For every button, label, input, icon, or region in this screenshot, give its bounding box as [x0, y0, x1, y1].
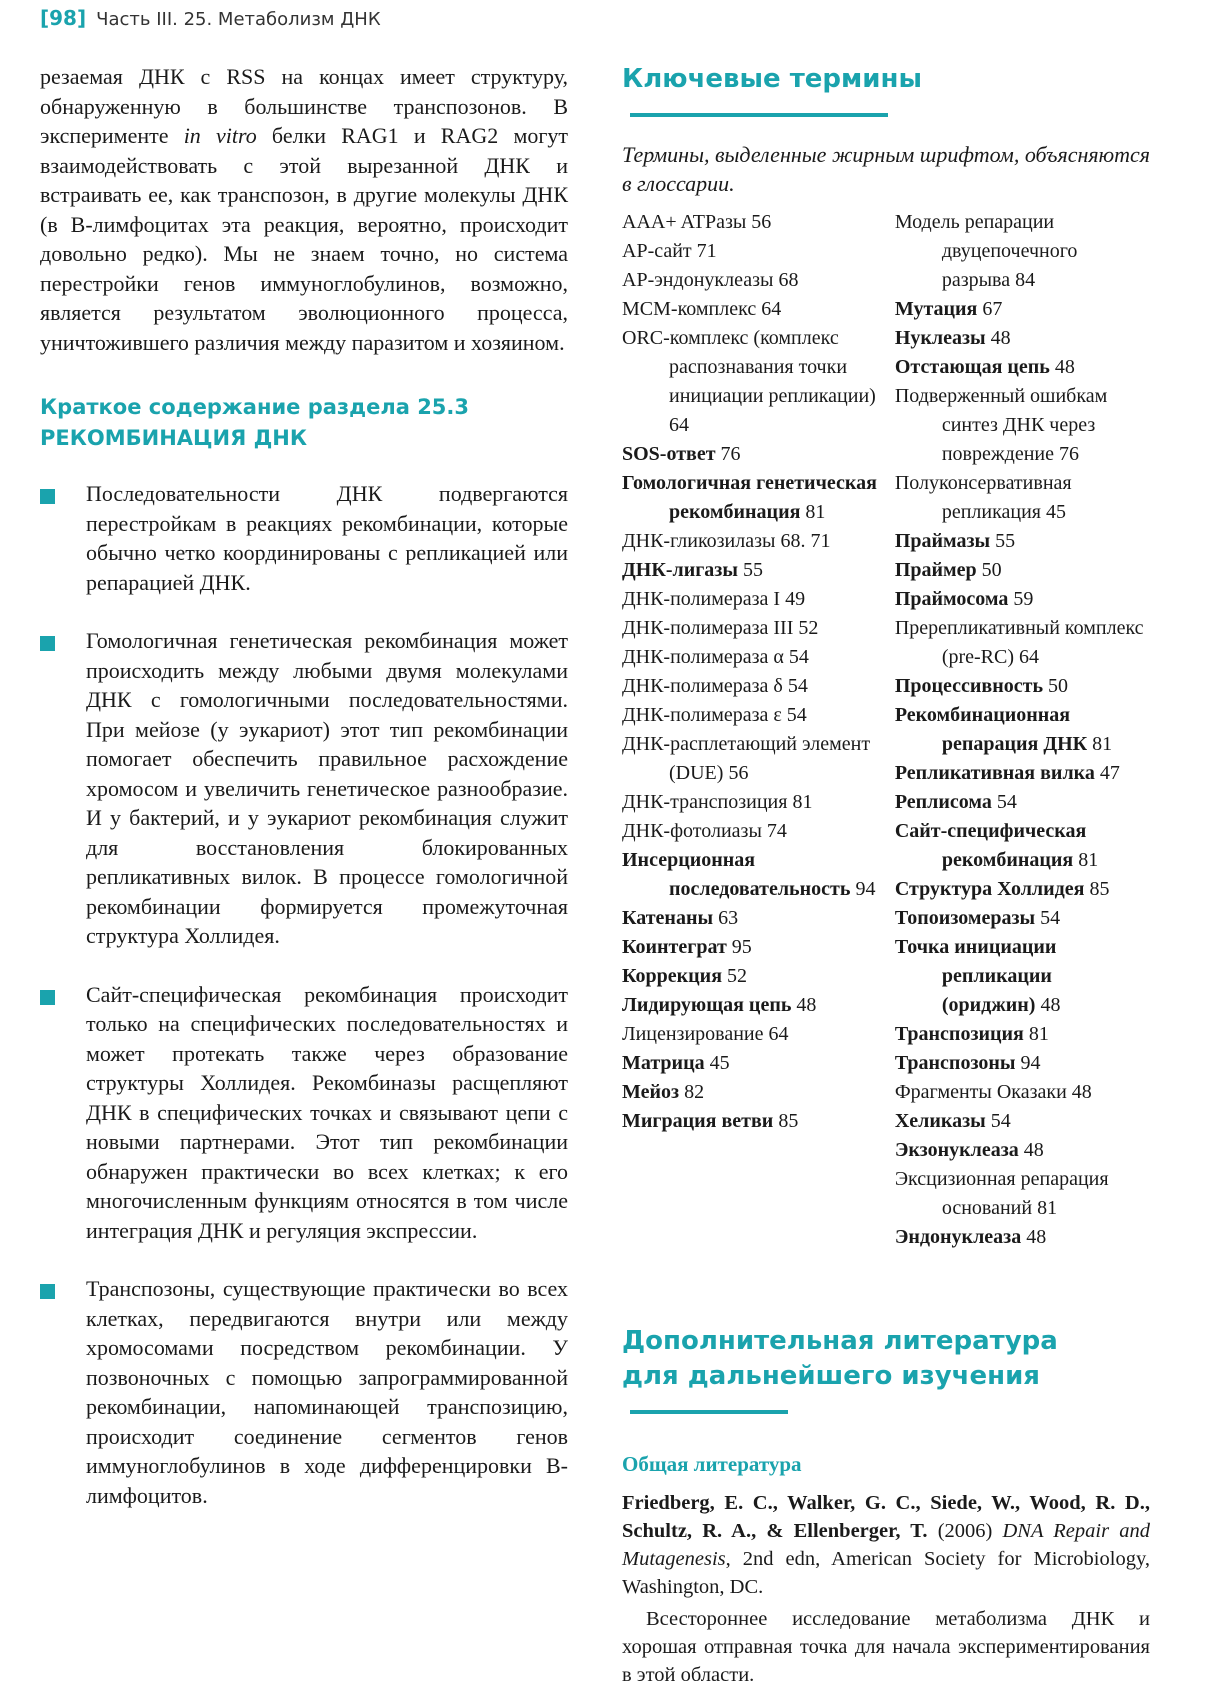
key-term — [895, 875, 1150, 904]
key-term-page: 45 — [1046, 501, 1066, 523]
key-term-label: Топоизомеразы — [894, 907, 1036, 929]
title-rule — [630, 1410, 788, 1414]
key-term — [895, 788, 1150, 817]
key-term-label: Подверженный ошибкам синтез ДНК через повреждение — [894, 385, 1108, 465]
key-term-page: 54 — [787, 675, 808, 697]
key-term-label: Миграция ветви — [622, 1110, 774, 1132]
further-reading-title-line2: для дальнейшего изучения — [622, 1359, 1150, 1429]
key-term-label: Катенаны — [622, 907, 714, 929]
key-term-label: Экзонуклеаза — [894, 1139, 1019, 1161]
key-term-page: 56 — [728, 762, 749, 784]
key-term-page: 68 — [778, 269, 799, 291]
key-term-label: Праймосома — [894, 588, 1009, 610]
key-term — [622, 1020, 895, 1049]
key-term-label: Пререпликативный комплекс (pre-RC) — [894, 617, 1144, 668]
key-term-page: 76 — [720, 443, 741, 465]
key-term-label: Фрагменты Оказаки — [894, 1081, 1067, 1103]
key-term-page: 64 — [761, 298, 782, 320]
key-term-label: Лицензирование — [622, 1023, 764, 1045]
key-term-page: 54 — [786, 704, 807, 726]
key-term-label: Модель репарации двуцепочечного разрыва — [894, 211, 1078, 291]
key-term — [895, 1136, 1150, 1165]
key-term — [622, 788, 895, 817]
key-term-page: 48 — [1040, 994, 1061, 1016]
key-term-label: ДНК-полимераза III — [622, 617, 794, 639]
summary-subtitle: РЕКОМБИНАЦИЯ ДНК — [40, 426, 308, 450]
key-term — [622, 1078, 895, 1107]
key-term-page: 50 — [1048, 675, 1069, 697]
key-term-page: 52 — [798, 617, 819, 639]
key-term-page: 85 — [778, 1110, 799, 1132]
key-term — [895, 672, 1150, 701]
key-terms-column-1 — [622, 208, 895, 1252]
key-term — [895, 295, 1150, 324]
title-rule — [630, 113, 888, 117]
key-term-page: 64 — [768, 1023, 789, 1045]
key-term-label: Мутация — [894, 298, 978, 320]
key-term-label: Репликативная вилка — [894, 762, 1095, 784]
left-column — [40, 62, 568, 1510]
key-term-label: Коинтеграт — [622, 936, 727, 958]
key-term-page: 48 — [1023, 1139, 1044, 1161]
key-term-page: 48 — [1054, 356, 1075, 378]
key-terms-list — [622, 208, 1150, 1252]
key-term-label: Матрица — [622, 1052, 705, 1074]
key-term-page: 76 — [1059, 443, 1080, 465]
key-term-label: Праймазы — [894, 530, 991, 552]
key-term-page: 48 — [796, 994, 817, 1016]
key-term-label: AAA+ ATPазы — [622, 211, 747, 233]
key-term-label: Лидирующая цепь — [622, 994, 792, 1016]
key-term — [622, 295, 895, 324]
key-term — [622, 585, 895, 614]
key-term-label: Структура Холлидея — [894, 878, 1085, 900]
summary-item: Последовательности ДНК подвергаются перестройкам в реакциях рекомбинации, которые обычно четко координированы с репликацией или репарацией ДНК. — [40, 479, 568, 597]
summary-title: Краткое содержание раздела 25.3 — [40, 395, 470, 419]
key-term — [895, 1223, 1150, 1252]
key-term-page: 81 — [1028, 1023, 1049, 1045]
key-term-page: 54 — [1040, 907, 1061, 929]
key-term-page: 81 — [1078, 849, 1099, 871]
key-term — [622, 469, 895, 527]
key-term-label: ДНК-полимераза α — [622, 646, 784, 668]
key-term-label: Эксцизионная репарация оснований — [894, 1168, 1109, 1219]
key-term-page: 55 — [995, 530, 1016, 552]
bullet-square-icon — [40, 636, 55, 651]
key-term-label: Полуконсервативная репликация — [894, 472, 1072, 523]
key-term-page: 45 — [709, 1052, 730, 1074]
key-term — [622, 701, 895, 730]
key-term — [622, 817, 895, 846]
key-term-page: 71 — [696, 240, 717, 262]
key-term-label: Реплисома — [894, 791, 992, 813]
key-term — [622, 1107, 895, 1136]
key-term-label: Нуклеазы — [894, 327, 986, 349]
key-term-label: Рекомбинационная репарация ДНК — [894, 704, 1088, 755]
key-term-page: 54 — [996, 791, 1017, 813]
key-term — [622, 643, 895, 672]
further-reading-subtitle: Общая литература — [622, 1452, 802, 1476]
key-term-page: 64 — [1019, 646, 1040, 668]
key-term-label: ORC-комплекс (комплекс распознавания точки инициации репликации) — [622, 327, 876, 407]
summary-item: Транспозоны, существующие практически во всех клетках, передвигаются внутри или между хромосомами посредством рекомбинации. У позвоночных с помощью запрограммированной рекомбинации, напоминающей транспозицию, происходит соединение сегментов генов иммуноглобулинов в ходе дифференцировки B-лимфоцитов. — [40, 1274, 568, 1510]
key-term-label: AP-эндонуклеазы — [622, 269, 774, 291]
key-term — [622, 614, 895, 643]
key-term — [895, 1165, 1150, 1223]
key-term — [622, 208, 895, 237]
key-term-label: Процессивность — [894, 675, 1044, 697]
key-term-page: 48 — [1026, 1226, 1047, 1248]
key-term-page: 47 — [1099, 762, 1120, 784]
key-term-label: AP-сайт — [622, 240, 692, 262]
key-term-page: 81 — [1037, 1197, 1058, 1219]
key-term — [895, 933, 1150, 1020]
key-term — [622, 846, 895, 904]
key-term-label: Инсерционная последовательность — [622, 849, 851, 900]
key-term — [622, 933, 895, 962]
key-term-page: 85 — [1089, 878, 1110, 900]
key-term — [895, 1107, 1150, 1136]
key-term — [895, 208, 1150, 295]
key-term — [895, 527, 1150, 556]
key-term — [622, 730, 895, 788]
summary-heading — [40, 392, 568, 454]
key-term — [622, 556, 895, 585]
key-term — [895, 904, 1150, 933]
bullet-square-icon — [40, 489, 55, 504]
key-term-page: 64 — [669, 414, 689, 436]
key-term-page: 63 — [718, 907, 739, 929]
bullet-square-icon — [40, 1284, 55, 1299]
key-term-label: ДНК-полимераза ε — [622, 704, 782, 726]
key-term-label: Транспозиция — [894, 1023, 1024, 1045]
key-term-page: 95 — [731, 936, 752, 958]
right-column — [622, 62, 1150, 1689]
key-term-page: 55 — [742, 559, 763, 581]
key-term-label: Сайт-специфическая рекомбинация — [894, 820, 1087, 871]
key-term — [622, 527, 895, 556]
key-term-label: SOS-ответ — [622, 443, 716, 465]
further-reading — [622, 1324, 1150, 1689]
key-term-page: 81 — [792, 791, 813, 813]
key-term-page: 50 — [981, 559, 1002, 581]
key-term-label: ДНК-транспозиция — [622, 791, 788, 813]
key-term — [622, 237, 895, 266]
key-term — [895, 382, 1150, 469]
key-term-label: ДНК-гликозилазы — [622, 530, 776, 552]
key-term-page: 74 — [766, 820, 787, 842]
key-term-label: ДНК-полимераза I — [622, 588, 781, 610]
running-title: Часть III. 25. Метаболизм ДНК — [96, 9, 381, 30]
reference-entry: Friedberg, E. C., Walker, G. C., Siede, W., Wood, R. D., Schultz, R. A., & Ellenberger, T. (2006) DNA Repair and Mutagenesis, 2nd edn, American Society for Microbiology, Washington, DC. — [622, 1492, 1150, 1598]
key-term — [895, 1020, 1150, 1049]
key-term-page: 56 — [751, 211, 772, 233]
key-term — [622, 991, 895, 1020]
bullet-square-icon — [40, 990, 55, 1005]
key-term — [622, 266, 895, 295]
key-term-page: 54 — [788, 646, 809, 668]
key-term — [622, 1049, 895, 1078]
key-term — [895, 556, 1150, 585]
key-term-page: 48 — [990, 327, 1011, 349]
key-term-label: Гомологичная генетическая рекомбинация — [622, 472, 877, 523]
key-term-page: 81 — [1092, 733, 1113, 755]
key-term-label: Мейоз — [622, 1081, 680, 1103]
page-number: [98] — [40, 6, 87, 30]
key-term-page: 84 — [1015, 269, 1036, 291]
key-term-page: 54 — [990, 1110, 1011, 1132]
key-term-label: Эндонуклеаза — [894, 1226, 1022, 1248]
key-term-label: MCM-комплекс — [622, 298, 757, 320]
further-reading-title: Дополнительная литература — [622, 1326, 1058, 1356]
key-term-page: 94 — [855, 878, 876, 900]
key-term-label: Хеликазы — [894, 1110, 986, 1132]
key-term — [895, 759, 1150, 788]
key-term — [895, 324, 1150, 353]
key-term-page: 68. 71 — [780, 530, 831, 552]
key-term — [622, 962, 895, 991]
key-term-label: Транспозоны — [894, 1052, 1016, 1074]
key-term-page: 67 — [982, 298, 1003, 320]
key-term-page: 81 — [805, 501, 826, 523]
key-term-label: Отстающая цепь — [894, 356, 1050, 378]
key-terms-column-2 — [895, 208, 1150, 1252]
summary-item: Гомологичная генетическая рекомбинация может происходить между любыми двумя молекулами ДНК с гомологичными последовательностями. При мейозе (у эукариот) этот тип рекомбинации помогает обеспечить правильное расхождение хромосом и увеличить генетическое разнообразие. И у бактерий, и у эукариот рекомбинация служит для восстановления блокированных репликативных вилок. В процессе гомологичной рекомбинации формируется промежуточная структура Холлидея. — [40, 626, 568, 951]
key-term — [622, 904, 895, 933]
key-term — [895, 585, 1150, 614]
key-term-label: ДНК-полимераза δ — [622, 675, 783, 697]
key-term-page: 49 — [785, 588, 806, 610]
key-term-page: 59 — [1013, 588, 1034, 610]
key-term — [895, 469, 1150, 527]
key-term — [895, 1078, 1150, 1107]
key-term — [895, 817, 1150, 875]
key-terms-title: Ключевые термины — [622, 62, 1150, 132]
summary-item: Сайт-специфическая рекомбинация происходит только на специфических последовательностях и может протекать также через образование структуры Холлидея. Рекомбиназы расщепляют ДНК в специфических точках и связывают цепи с новыми партнерами. Этот тип рекомбинации обнаружен практически во всех клетках; к его многочисленным функциям относятся в том числе интеграция ДНК и регуляция экспрессии. — [40, 980, 568, 1246]
key-term-label: Точка инициации репликации (ориджин) — [894, 936, 1057, 1016]
key-term — [895, 1049, 1150, 1078]
key-term-label: Праймер — [894, 559, 977, 581]
key-term — [895, 701, 1150, 759]
summary-list — [40, 479, 568, 1510]
key-term-page: 48 — [1071, 1081, 1092, 1103]
key-term-label: Коррекция — [622, 965, 723, 987]
key-term-label: ДНК-лигазы — [622, 559, 738, 581]
intro-paragraph: резаемая ДНК с RSS на концах имеет структуру, обнаруженную в большинстве транспозонов. В эксперименте in vitro белки RAG1 и RAG2 могут взаимодействовать с этой вырезанной ДНК и встраивать ее, как транспозон, в другие молекулы ДНК (в B-лимфоцитах эта реакция, вероятно, происходит довольно редко). Мы не знаем точно, но система перестройки генов иммуноглобулинов, возможно, является результатом эволюционного процесса, уничтожившего различия между паразитом и хозяином. — [40, 64, 569, 355]
key-term — [622, 324, 895, 440]
key-term-page: 94 — [1020, 1052, 1041, 1074]
key-term — [895, 614, 1150, 672]
running-header — [40, 6, 381, 36]
key-terms-note: Термины, выделенные жирным шрифтом, объясняются в глоссарии. — [622, 142, 1150, 196]
key-term-label: ДНК-фотолиазы — [622, 820, 762, 842]
reference-description: Всестороннее исследование метаболизма ДНК и хорошая отправная точка для начала экспериментирования в этой области. — [622, 1608, 1150, 1686]
key-term-page: 52 — [727, 965, 748, 987]
key-term — [622, 672, 895, 701]
key-term-label: ДНК-расплетающий элемент (DUE) — [622, 733, 871, 784]
key-term-page: 82 — [684, 1081, 705, 1103]
key-term — [895, 353, 1150, 382]
key-term — [622, 440, 895, 469]
